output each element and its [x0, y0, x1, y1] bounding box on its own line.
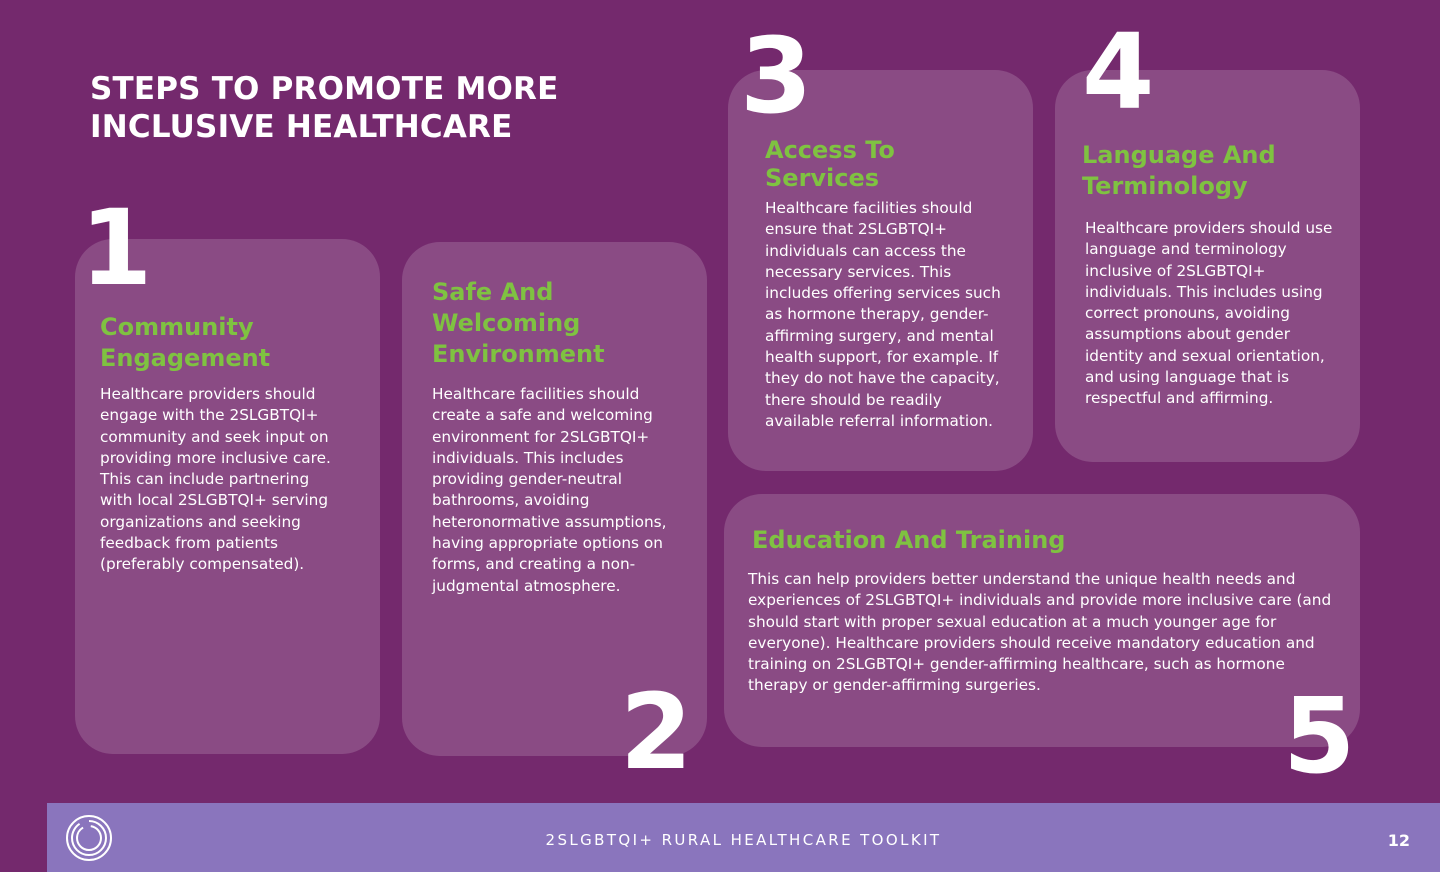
step-number-1: 1	[80, 187, 153, 309]
step-body-1: Healthcare providers should engage with the 2SLGBTQI+ community and seek input on providing more inclusive care. This can include partnering with local 2SLGBTQI+ serving organizations and seeking feedback from patients (preferably compensated).	[100, 385, 331, 574]
step-title-4: Language And Terminology	[1082, 141, 1276, 200]
step-title-5: Education And Training	[752, 526, 1066, 554]
step-title-2: Safe And Welcoming Environment	[432, 278, 605, 368]
step-body-3: Healthcare facilities should ensure that 2SLGBTQI+ individuals can access the necessary services. This includes offering services such as hormone therapy, gender-affirming surgery, and mental health support, for example. If they do not have the capacity, there should be readily available referral information.	[765, 199, 1001, 430]
step-title-3: Access To Services	[765, 136, 895, 192]
footer-title: 2SLGBTQI+ RURAL HEALTHCARE TOOLKIT	[545, 831, 942, 849]
step-body-2: Healthcare facilities should create a safe and welcoming environment for 2SLGBTQI+ individuals. This includes providing gender-neutral bathrooms, avoiding heteronormative assumptions, having appropriate options on forms, and creating a non-judgmental atmosphere.	[432, 385, 667, 595]
step-number-2: 2	[620, 671, 693, 793]
page-title: STEPS TO PROMOTE MORE INCLUSIVE HEALTHCARE	[90, 71, 559, 145]
step-number-5: 5	[1283, 675, 1356, 797]
footer-bar	[47, 803, 1440, 872]
step-number-3: 3	[740, 15, 813, 137]
step-body-5: This can help providers better understand the unique health needs and experiences of 2SLGBTQI+ individuals and provide more inclusive care (and should start with proper sexual education at a much younger age for everyone). Healthcare providers should receive mandatory education and training on 2SLGBTQI+ gender-affirming healthcare, such as hormone therapy or gender-affirming surgeries.	[748, 570, 1332, 695]
page-number: 12	[1387, 831, 1410, 850]
step-number-4: 4	[1082, 11, 1155, 133]
step-body-4: Healthcare providers should use language and terminology inclusive of 2SLGBTQI+ individuals. This includes using correct pronouns, avoiding assumptions about gender identity and sexual orientation, and using language that is respectful and affirming.	[1085, 219, 1333, 408]
step-title-1: Community Engagement	[100, 313, 271, 372]
